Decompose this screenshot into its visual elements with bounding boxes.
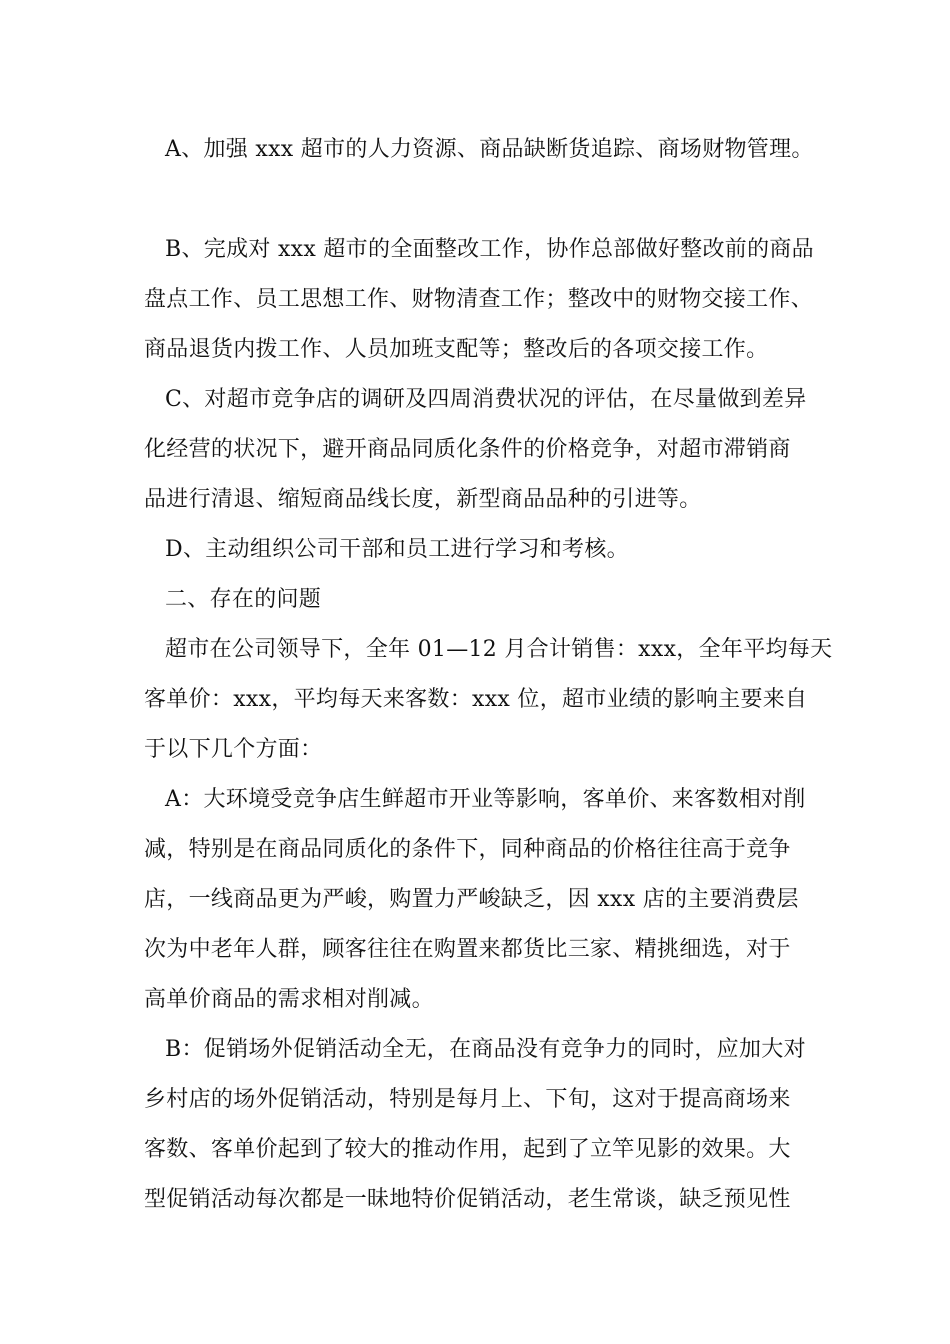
issue-b-line-2: 乡村店的场外促销活动，特别是每月上、下旬，这对于提高商场来 (144, 1087, 791, 1112)
paragraph-c-line-3: 品进行清退、缩短商品线长度，新型商品品种的引进等。 (144, 487, 702, 512)
issue-a-line-5: 高单价商品的需求相对削减。 (144, 987, 434, 1012)
paragraph-b-line-2: 盘点工作、员工思想工作、财物清查工作；整改中的财物交接工作、 (144, 287, 814, 312)
issue-a-line-4: 次为中老年人群，顾客往往在购置来都货比三家、精挑细选，对于 (144, 937, 791, 962)
issue-b-line-1: B：促销场外促销活动全无，在商品没有竞争力的同时，应加大对 (165, 1037, 806, 1062)
summary-line-3: 于以下几个方面： (144, 737, 323, 762)
issue-b-line-4: 型促销活动每次都是一昧地特价促销活动，老生常谈，缺乏预见性 (144, 1187, 791, 1212)
issue-b-line-3: 客数、客单价起到了较大的推动作用，起到了立竿见影的效果。大 (144, 1137, 791, 1162)
paragraph-c-line-2: 化经营的状况下，避开商品同质化条件的价格竞争，对超市滞销商 (144, 437, 791, 462)
issue-a-line-3: 店，一线商品更为严峻，购置力严峻缺乏，因 xxx 店的主要消费层 (144, 887, 799, 912)
paragraph-b-line-1: B、完成对 xxx 超市的全面整改工作，协作总部做好整改前的商品 (165, 237, 814, 262)
paragraph-a-line-1: A、加强 xxx 超市的人力资源、商品缺断货追踪、商场财物管理。 (165, 137, 814, 162)
issue-a-line-2: 减，特别是在商品同质化的条件下，同种商品的价格往往高于竞争 (144, 837, 791, 862)
paragraph-b-line-3: 商品退货内拨工作、人员加班支配等；整改后的各项交接工作。 (144, 337, 769, 362)
summary-line-1: 超市在公司领导下，全年 01—12 月合计销售：xxx，全年平均每天 (165, 637, 833, 662)
summary-line-2: 客单价：xxx，平均每天来客数：xxx 位，超市业绩的影响主要来自 (144, 687, 808, 712)
paragraph-c-line-1: C、对超市竞争店的调研及四周消费状况的评估，在尽量做到差异 (165, 387, 807, 412)
section-heading: 二、存在的问题 (165, 587, 322, 612)
paragraph-d-line-1: D、主动组织公司干部和员工进行学习和考核。 (165, 537, 629, 562)
issue-a-line-1: A：大环境受竞争店生鲜超市开业等影响，客单价、来客数相对削 (165, 787, 806, 812)
